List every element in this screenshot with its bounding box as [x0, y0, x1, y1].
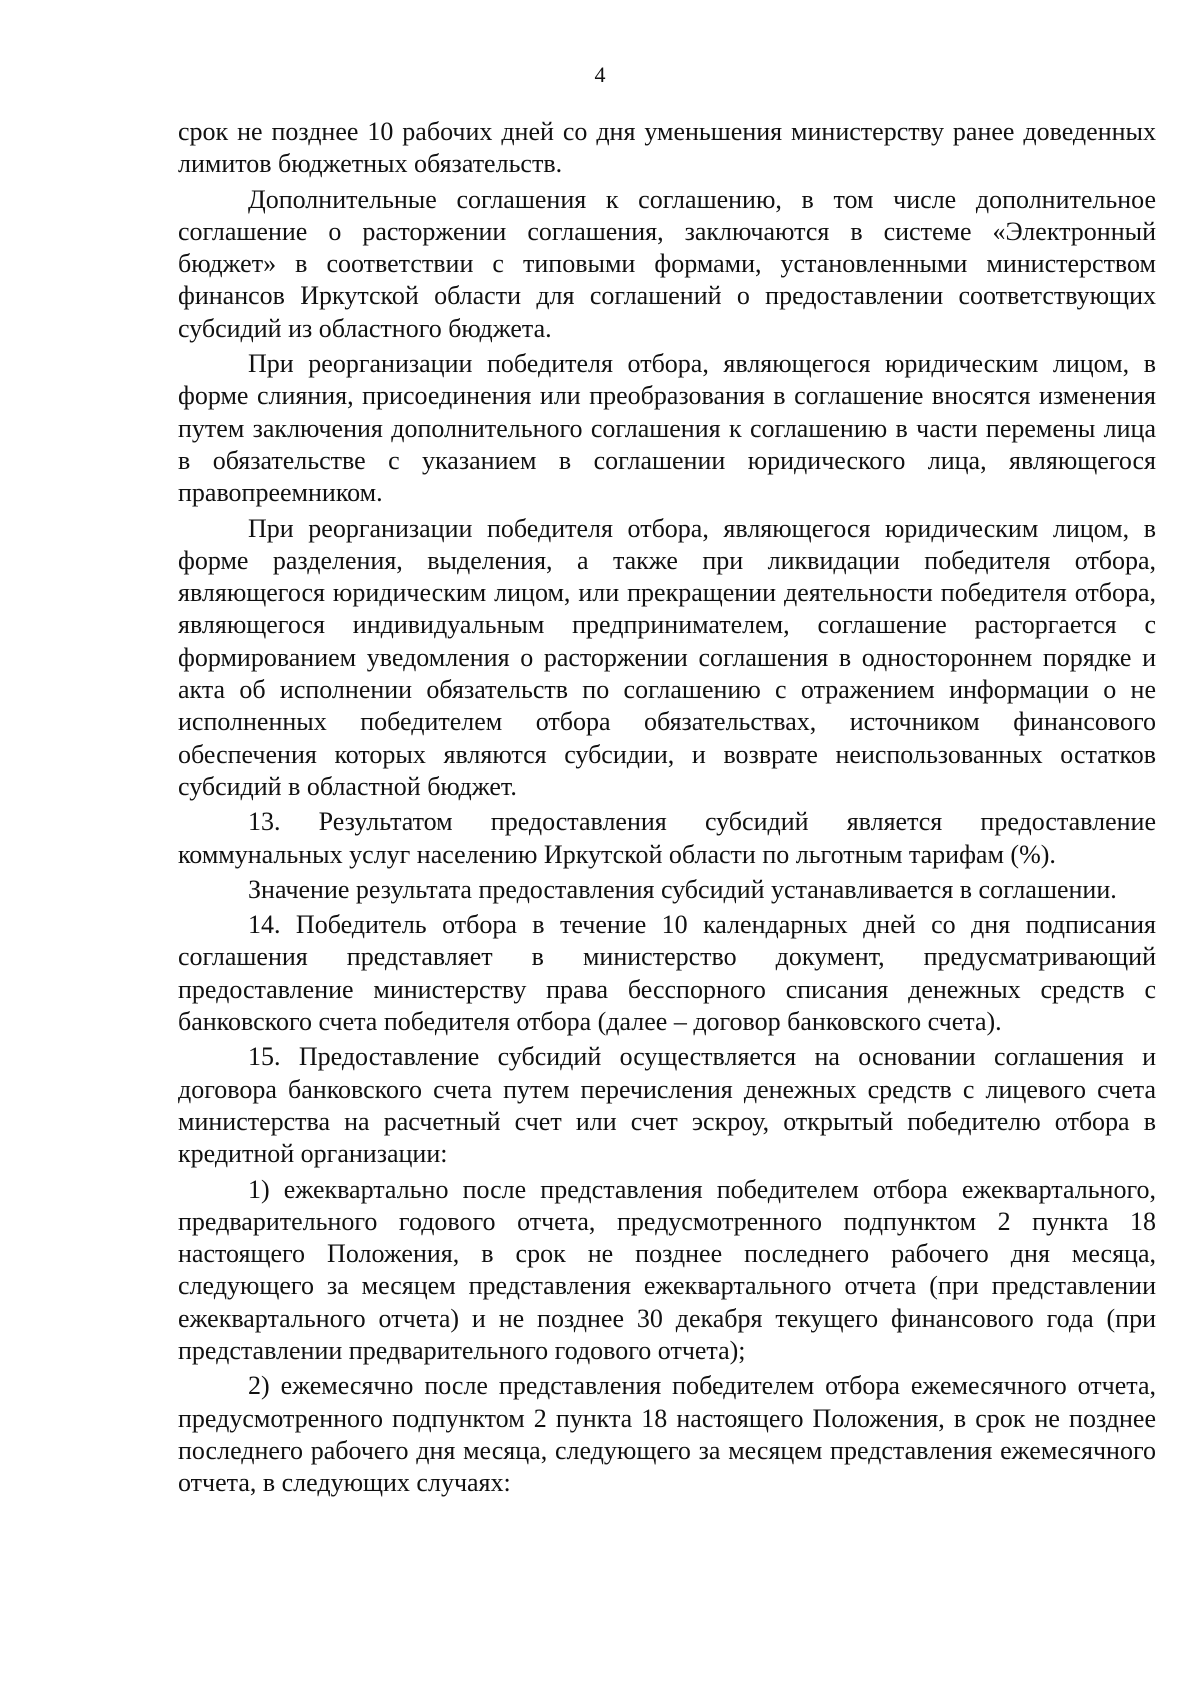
paragraph-item-13: 13. Результатом предоставления субсидий является предоставление коммунальных услуг населению Иркутской области по льготным тарифам (%).: [178, 807, 1156, 869]
paragraph-reorganization-merger: При реорганизации победителя отбора, являющегося юридическим лицом, в форме слияния, присоединения или преобразования в соглашение вносятся изменения путем заключения дополнительного соглашения к соглашению в части перемены лица в обязательстве с указанием в соглашении юридического лица, являющегося правопреемником.: [178, 349, 1156, 508]
paragraph-item-15: 15. Предоставление субсидий осуществляется на основании соглашения и договора банковского счета путем перечисления денежных средств с лицевого счета министерства на расчетный счет или счет эскроу, открытый победителю отбора в кредитной организации:: [178, 1042, 1156, 1169]
paragraph-reorganization-division: При реорганизации победителя отбора, являющегося юридическим лицом, в форме разделения, выделения, а также при ликвидации победителя отбора, являющегося юридическим лицом, или прекращении деятельности победителя отбора, являющегося индивидуальным предпринимателем, соглашение расторгается с формированием уведомления о расторжении соглашения в одностороннем порядке и акта об исполнении обязательств по соглашению с отражением информации о не исполненных победителем отбора обязательствах, источником финансового обеспечения которых являются субсидии, и возврате неиспользованных остатков субсидий в областной бюджет.: [178, 513, 1156, 801]
paragraph-continuation: срок не позднее 10 рабочих дней со дня уменьшения министерству ранее доведенных лимитов бюджетных обязательств.: [178, 117, 1156, 179]
paragraph-item-14: 14. Победитель отбора в течение 10 календарных дней со дня подписания соглашения представляет в министерство документ, предусматривающий предоставление министерству права бесспорного списания денежных средств с банковского счета победителя отбора (далее – договор банковского счета).: [178, 910, 1156, 1037]
paragraph-subitem-1: 1) ежеквартально после представления победителем отбора ежеквартального, предварительного годового отчета, предусмотренного подпунктом 2 пункта 18 настоящего Положения, в срок не позднее последнего рабочего дня месяца, следующего за месяцем представления ежеквартального отчета (при представлении ежеквартального отчета) и не позднее 30 декабря текущего финансового года (при представлении предварительного годового отчета);: [178, 1174, 1156, 1365]
paragraph-result-value: Значение результата предоставления субсидий устанавливается в соглашении.: [248, 874, 1117, 904]
page-number: 4: [594, 62, 606, 87]
paragraph-subitem-2: 2) ежемесячно после представления победителем отбора ежемесячного отчета, предусмотренного подпунктом 2 пункта 18 настоящего Положения, в срок не позднее последнего рабочего дня месяца, следующего за месяцем представления ежемесячного отчета, в следующих случаях:: [178, 1371, 1156, 1498]
paragraph-additional-agreements: Дополнительные соглашения к соглашению, в том числе дополнительное соглашение о расторжении соглашения, заключаются в системе «Электронный бюджет» в соответствии с типовыми формами, установленными министерством финансов Иркутской области для соглашений о предоставлении соответствующих субсидий из областного бюджета.: [178, 184, 1156, 343]
document-body: [178, 116, 1156, 1499]
